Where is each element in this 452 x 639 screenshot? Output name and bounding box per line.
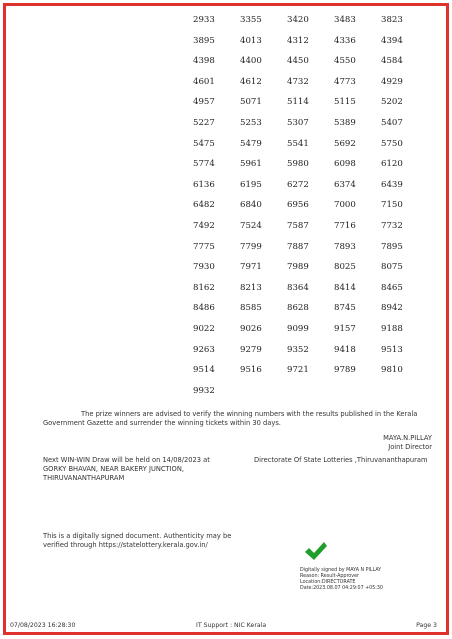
winning-number: 6482: [193, 200, 215, 211]
winning-number: 4773: [334, 76, 356, 87]
winning-number: 7716: [334, 220, 356, 231]
number-row: [193, 303, 428, 324]
winning-number: 8213: [240, 282, 262, 293]
signer-name: MAYA.N.PILLAY: [383, 434, 432, 442]
winning-number: 4732: [287, 76, 309, 87]
winning-number: 6098: [334, 159, 356, 170]
winning-number: 5202: [381, 97, 403, 108]
winning-number: 2933: [193, 15, 215, 25]
winning-number: 9516: [240, 365, 262, 376]
winning-number: 4601: [193, 76, 215, 87]
number-row: [193, 159, 428, 180]
winning-number: 7989: [287, 262, 309, 273]
winning-number: 3355: [240, 15, 262, 25]
number-row: [193, 262, 428, 283]
winning-number: 4612: [240, 76, 262, 87]
winning-number: 5114: [287, 97, 309, 108]
number-row: [193, 324, 428, 345]
winning-number: 8942: [381, 303, 403, 314]
winning-number: 9279: [240, 344, 262, 355]
winning-number: 7587: [287, 220, 309, 231]
winning-number: 6120: [381, 159, 403, 170]
winning-number: 7893: [334, 241, 356, 252]
winning-number: 8025: [334, 262, 356, 273]
next-draw-info: [43, 456, 243, 483]
number-row: [193, 36, 428, 57]
verify-line-1: This is a digitally signed document. Authenticity may be: [43, 532, 232, 540]
winning-number: 4013: [240, 35, 262, 46]
verification-note: [43, 532, 283, 550]
winning-number: 4400: [240, 56, 262, 67]
next-draw-line-1: Next WIN-WIN Draw will be held on 14/08/2023 at: [43, 456, 210, 464]
winning-number: 9157: [334, 323, 356, 334]
winning-number: 6136: [193, 179, 215, 190]
winning-number: 4450: [287, 56, 309, 67]
footer-timestamp: 07/08/2023 16:28:30: [10, 622, 76, 629]
winning-number: 9026: [240, 323, 262, 334]
winning-number: 5389: [334, 117, 356, 128]
winning-number: 7150: [381, 200, 403, 211]
winning-number: 4584: [381, 56, 403, 67]
winning-number: 4929: [381, 76, 403, 87]
next-draw-line-2: GORKY BHAVAN, NEAR BAKERY JUNCTION,: [43, 465, 184, 473]
winning-number: 6840: [240, 200, 262, 211]
next-draw-line-3: THIRUVANANTHAPURAM: [43, 474, 125, 482]
winning-number: 9099: [287, 323, 309, 334]
winning-number: 4550: [334, 56, 356, 67]
number-row: [193, 77, 428, 98]
number-row: [193, 97, 428, 118]
number-row: [193, 365, 428, 386]
winning-number: 8585: [240, 303, 262, 314]
winning-number: 7799: [240, 241, 262, 252]
footer-page-number: Page 3: [416, 622, 437, 629]
number-row: [193, 15, 428, 36]
signature-reason: Reason: Result-Approver: [300, 573, 360, 579]
winning-number: 5479: [240, 138, 262, 149]
winning-numbers-grid: [193, 15, 428, 406]
verify-line-2: verified through https://statelottery.kerala.gov.in/: [43, 541, 208, 549]
signer-block: [383, 434, 432, 452]
winning-number: 9514: [193, 365, 215, 376]
winning-number: 8075: [381, 262, 403, 273]
winning-number: 7971: [240, 262, 262, 273]
winning-number: 8414: [334, 282, 356, 293]
winning-number: 9932: [193, 385, 215, 396]
winning-number: 9022: [193, 323, 215, 334]
winning-number: 5750: [381, 138, 403, 149]
winning-number: 8465: [381, 282, 403, 293]
number-row: [193, 56, 428, 77]
winning-number: 5115: [334, 97, 356, 108]
winning-number: 5253: [240, 117, 262, 128]
winning-number: 9188: [381, 323, 403, 334]
winning-number: 7524: [240, 220, 262, 231]
number-row: [193, 139, 428, 160]
winning-number: 6956: [287, 200, 309, 211]
winning-number: 8364: [287, 282, 309, 293]
notice-line-2: Government Gazette and surrender the winning tickets within 30 days.: [43, 419, 281, 427]
winning-number: 7732: [381, 220, 403, 231]
number-row: [193, 221, 428, 242]
winning-number: 8162: [193, 282, 215, 293]
winning-number: 9810: [381, 365, 403, 376]
winning-number: 5227: [193, 117, 215, 128]
winning-number: 4312: [287, 35, 309, 46]
winning-number: 6195: [240, 179, 262, 190]
winning-number: 7930: [193, 262, 215, 273]
number-row: [193, 242, 428, 263]
winning-number: 7492: [193, 220, 215, 231]
signer-title: Joint Director: [388, 443, 432, 451]
winning-number: 8486: [193, 303, 215, 314]
winning-number: 6439: [381, 179, 403, 190]
winning-number: 3420: [287, 15, 309, 25]
winning-number: 7887: [287, 241, 309, 252]
winning-number: 9263: [193, 344, 215, 355]
number-row: [193, 283, 428, 304]
winning-number: 3823: [381, 15, 403, 25]
winning-number: 5307: [287, 117, 309, 128]
notice-line-1: The prize winners are advised to verify the winning numbers with the results published in the Kerala: [81, 410, 418, 418]
winning-number: 5980: [287, 159, 309, 170]
winning-number: 3483: [334, 15, 356, 25]
winning-number: 4398: [193, 56, 215, 67]
number-row: [193, 200, 428, 221]
winning-number: 3895: [193, 35, 215, 46]
footer-support: IT Support : NIC Kerala: [196, 622, 267, 629]
winning-number: 8745: [334, 303, 356, 314]
winning-number: 9789: [334, 365, 356, 376]
winning-number: 6374: [334, 179, 356, 190]
number-row: [193, 386, 428, 407]
winning-number: 5407: [381, 117, 403, 128]
signature-date: Date:2023.08.07 04:29:07 +05:30: [300, 585, 383, 591]
winning-number: 4336: [334, 35, 356, 46]
winning-number: 5475: [193, 138, 215, 149]
winning-number: 9418: [334, 344, 356, 355]
digital-signature-box: [300, 540, 430, 592]
winning-number: 9513: [381, 344, 403, 355]
number-row: [193, 118, 428, 139]
winning-number: 7000: [334, 200, 356, 211]
winning-number: 5961: [240, 159, 262, 170]
winning-number: 8628: [287, 303, 309, 314]
winning-number: 5541: [287, 138, 309, 149]
winning-number: 6272: [287, 179, 309, 190]
winning-number: 7895: [381, 241, 403, 252]
winning-number: 5774: [193, 159, 215, 170]
signature-location: Location:DIRECTORATE: [300, 579, 356, 585]
notice-paragraph: [43, 410, 433, 428]
number-row: [193, 180, 428, 201]
number-row: [193, 345, 428, 366]
signature-signed-by: Digitally signed by MAYA N PILLAY: [300, 568, 382, 573]
winning-number: 9352: [287, 344, 309, 355]
winning-number: 7775: [193, 241, 215, 252]
winning-number: 5692: [334, 138, 356, 149]
winning-number: 5071: [240, 97, 262, 108]
checkmark-icon: [304, 540, 328, 562]
signer-office: Directorate Of State Lotteries ,Thiruvananthapuram: [254, 456, 428, 464]
winning-number: 4394: [381, 35, 403, 46]
winning-number: 9721: [287, 365, 309, 376]
winning-number: 4957: [193, 97, 215, 108]
